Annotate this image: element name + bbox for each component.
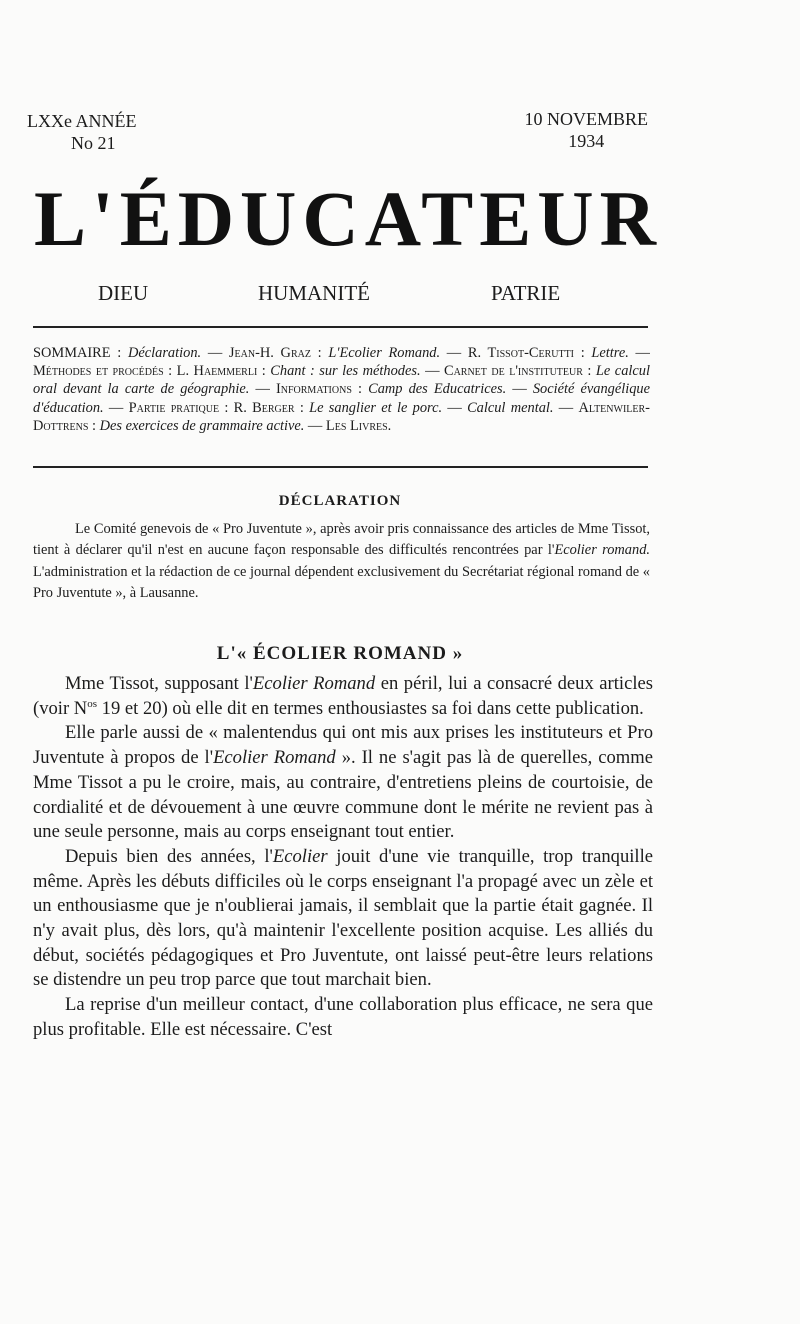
declaration-heading: DÉCLARATION (278, 493, 402, 509)
issue-number: No 21 (71, 133, 116, 153)
year-line: LXXe ANNÉE (27, 111, 137, 131)
toc-entry-author: Jean-H. Graz : (228, 345, 322, 361)
toc-entry-author: Carnet de l'instituteur : (443, 363, 592, 380)
rule-bottom (33, 466, 648, 468)
motto-word-3: PATRIE (491, 281, 561, 305)
article-emphasis: Ecolier Romand (252, 673, 376, 694)
year-line-right: 1934 (568, 131, 605, 151)
toc-entry-author: Altenwiler-Dottrens : (33, 399, 650, 434)
declaration-text-part: Le Comité genevois de « Pro Juventute », après avoir pris connaissance des articles de Mme Tissot, tient à déclarer qu'il n'est en aucune façon responsable des difficultés rencontrées par l' (33, 521, 650, 559)
article-heading: L'« ÉCOLIER ROMAND » (216, 643, 464, 664)
toc-entry-author: R. Tissot-Cerutti : (467, 345, 585, 361)
article-paragraph (33, 672, 653, 721)
toc-entry-author: Méthodes et procédés : L. Haemmerli : (33, 363, 266, 380)
masthead-title: L'ÉDUCATEUR (34, 175, 662, 262)
toc-entry-title: Chant : sur les méthodes. (270, 363, 421, 380)
summary-label: SOMMAIRE : (33, 345, 122, 361)
date-line: 10 NOVEMBRE (524, 109, 648, 129)
issue-date (524, 108, 648, 152)
article-text: jouit d'une vie tranquille, trop tranquille même. Après les débuts difficiles où le corps enseignant l'a propagé avec un zèle et un enthousiasme que je n'oublierai jamais, il semblait que la partie était gagnée. Il n'y avait plus, dès lors, qu'à maintenir l'excellente position acquise. Les alliés du début, sociétés pédagogiques et Pro Juventute, ont laissé peut-être leurs relations se distendre un peu trop parce que tout marchait bien. (33, 845, 654, 991)
toc-entry-author: Informations : (275, 381, 362, 398)
toc-entry-author: Partie pratique : R. Berger : (128, 399, 304, 416)
article-emphasis: Ecolier Romand (213, 747, 336, 769)
declaration-emphasis: Ecolier romand. (554, 542, 650, 559)
toc-entry-author: Les Livres. (325, 417, 392, 434)
toc-entry-title: Calcul mental. (467, 399, 554, 416)
superscript: os (87, 697, 98, 710)
declaration-text-part: L'administration et la rédaction de ce journal dépendent exclusivement du Secrétariat régional romand de « Pro Juventute », à Lausanne. (33, 563, 650, 602)
article-body (33, 672, 653, 1043)
article-emphasis: Ecolier (272, 845, 328, 867)
toc-entry-title: Le calcul oral devant la carte de géographie. (33, 363, 650, 398)
article-text: Depuis bien des années, l' (65, 845, 273, 867)
article-paragraph (33, 845, 653, 993)
rule-top (33, 326, 648, 328)
table-of-contents: SOMMAIRE : Déclaration. — Jean-H. Graz : L'Ecolier Romand. — R. Tissot-Cerutti : Lettre. — Méthodes et procédés : L. Haemmerli : Chant : sur les méthodes. — Carnet de l'instituteur : Le calcul oral devant la carte de géographie. — Informations : Camp des Educatrices. — Société évangélique d'éducation. — Partie pratique : R. Berger : Le sanglier et le porc. — Calcul mental. — Altenwiler-Dottrens : Des exercices de grammaire active. — Les Livres. (33, 345, 651, 434)
article-paragraph: La reprise d'un meilleur contact, d'une collaboration plus efficace, ne sera que plus profitable. Elle est nécessaire. C'est (33, 994, 653, 1040)
motto-word-1: DIEU (98, 281, 149, 305)
toc-entry-title: L'Ecolier Romand. (328, 345, 441, 361)
motto-word-2: HUMANITÉ (258, 281, 370, 305)
volume-info (27, 110, 136, 154)
toc-entry-title: Camp des Educatrices. (368, 381, 507, 398)
article-paragraph (33, 721, 653, 845)
article-text: en péril, lui a consacré deux articles (voir N (33, 673, 653, 719)
article-text: Mme Tissot, supposant l' (65, 673, 253, 694)
declaration-text (33, 519, 650, 605)
motto (34, 281, 644, 305)
toc-entry-title: Société évangélique d'éducation. (33, 381, 651, 416)
toc-entry-title: Déclaration. (127, 345, 202, 361)
article-text: Elle parle aussi de « malentendus qui ont mis aux prises les instituteurs et Pro Juventute à propos de l' (33, 722, 653, 769)
article-text: 19 et 20) où elle dit en termes enthousiastes sa foi dans cette publication. (97, 697, 644, 719)
article-text: ». Il ne s'agit pas là de querelles, comme Mme Tissot a pu le croire, mais, au contraire, d'entretiens pleins de courtoisie, de cordialité et de dévouement à une œuvre commune dont le mérite ne revient pas à une seule personne, mais au corps enseignant tout entier. (33, 747, 653, 843)
toc-entry-title: Le sanglier et le porc. (309, 399, 443, 416)
toc-entry-title: Lettre. (591, 345, 629, 361)
toc-entry-title: Des exercices de grammaire active. (99, 417, 305, 434)
